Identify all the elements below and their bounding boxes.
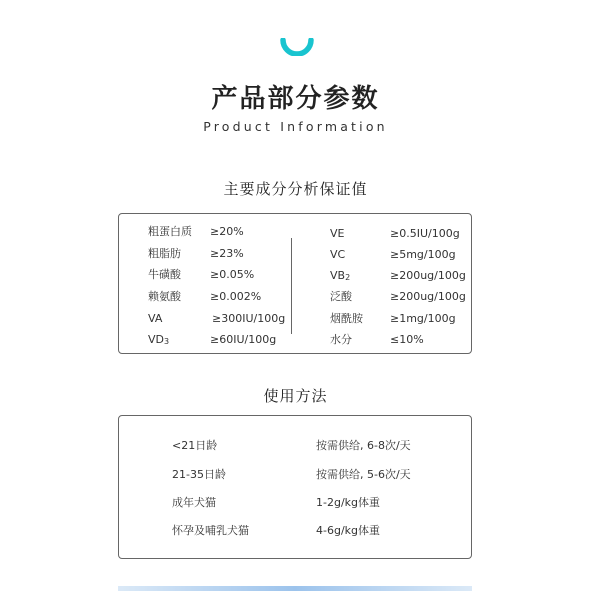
usage-heading: 使用方法 [263,387,328,405]
analysis-heading: 主要成分分析保证值 [223,180,368,198]
nutrient-name: 水分 [330,333,352,346]
page-title: 产品部分参数 [211,84,380,114]
nutrient-value: ≥5mg/100g [390,248,456,261]
usage-panel [118,415,472,559]
nutrient-subscript: 2 [345,273,351,282]
nutrient-value: ≥200ug/100g [390,269,466,282]
nutrient-name-vb [330,269,350,285]
nutrient-value: ≥20% [210,225,244,238]
nutrient-name: 赖氨酸 [148,290,181,303]
nutrient-value: ≥60IU/100g [210,333,277,346]
nutrient-value: ≤10% [390,333,424,346]
nutrient-name: 牛磺酸 [148,268,181,281]
usage-dose: 按需供给, 6-8次/天 [316,439,411,452]
nutrient-value: ≥200ug/100g [390,290,466,303]
nutrient-name: 粗蛋白质 [148,225,192,238]
usage-age: 21-35日龄 [172,468,226,481]
nutrient-name-vd [148,333,169,349]
nutrient-value: ≥300IU/100g [212,312,286,325]
bottom-accent-bar [118,586,472,591]
nutrient-subscript: 3 [164,337,170,346]
nutrient-name: VB [330,269,346,282]
nutrient-name: 烟酰胺 [330,312,363,325]
nutrient-value: ≥23% [210,247,244,260]
usage-dose: 4-6g/kg体重 [316,524,381,537]
nutrient-value: ≥1mg/100g [390,312,456,325]
accent-arc-icon [279,38,315,56]
usage-dose: 1-2g/kg体重 [316,496,381,509]
page-subtitle: Product Information [203,119,388,134]
column-divider [291,238,292,334]
usage-dose: 按需供给, 5-6次/天 [316,468,411,481]
nutrient-name: VC [330,248,346,261]
usage-age: 成年犬猫 [172,496,216,509]
nutrient-name: 泛酸 [330,290,352,303]
nutrient-value: ≥0.05% [210,268,255,281]
nutrient-value: ≥0.002% [210,290,262,303]
nutrient-name: VD [148,333,164,346]
nutrient-name: 粗脂肪 [148,247,181,260]
analysis-panel [118,213,472,354]
nutrient-name: VA [148,312,163,325]
nutrient-value: ≥0.5IU/100g [390,227,460,240]
usage-age: <21日龄 [172,439,218,452]
nutrient-name: VE [330,227,345,240]
usage-age: 怀孕及哺乳犬猫 [172,524,249,537]
